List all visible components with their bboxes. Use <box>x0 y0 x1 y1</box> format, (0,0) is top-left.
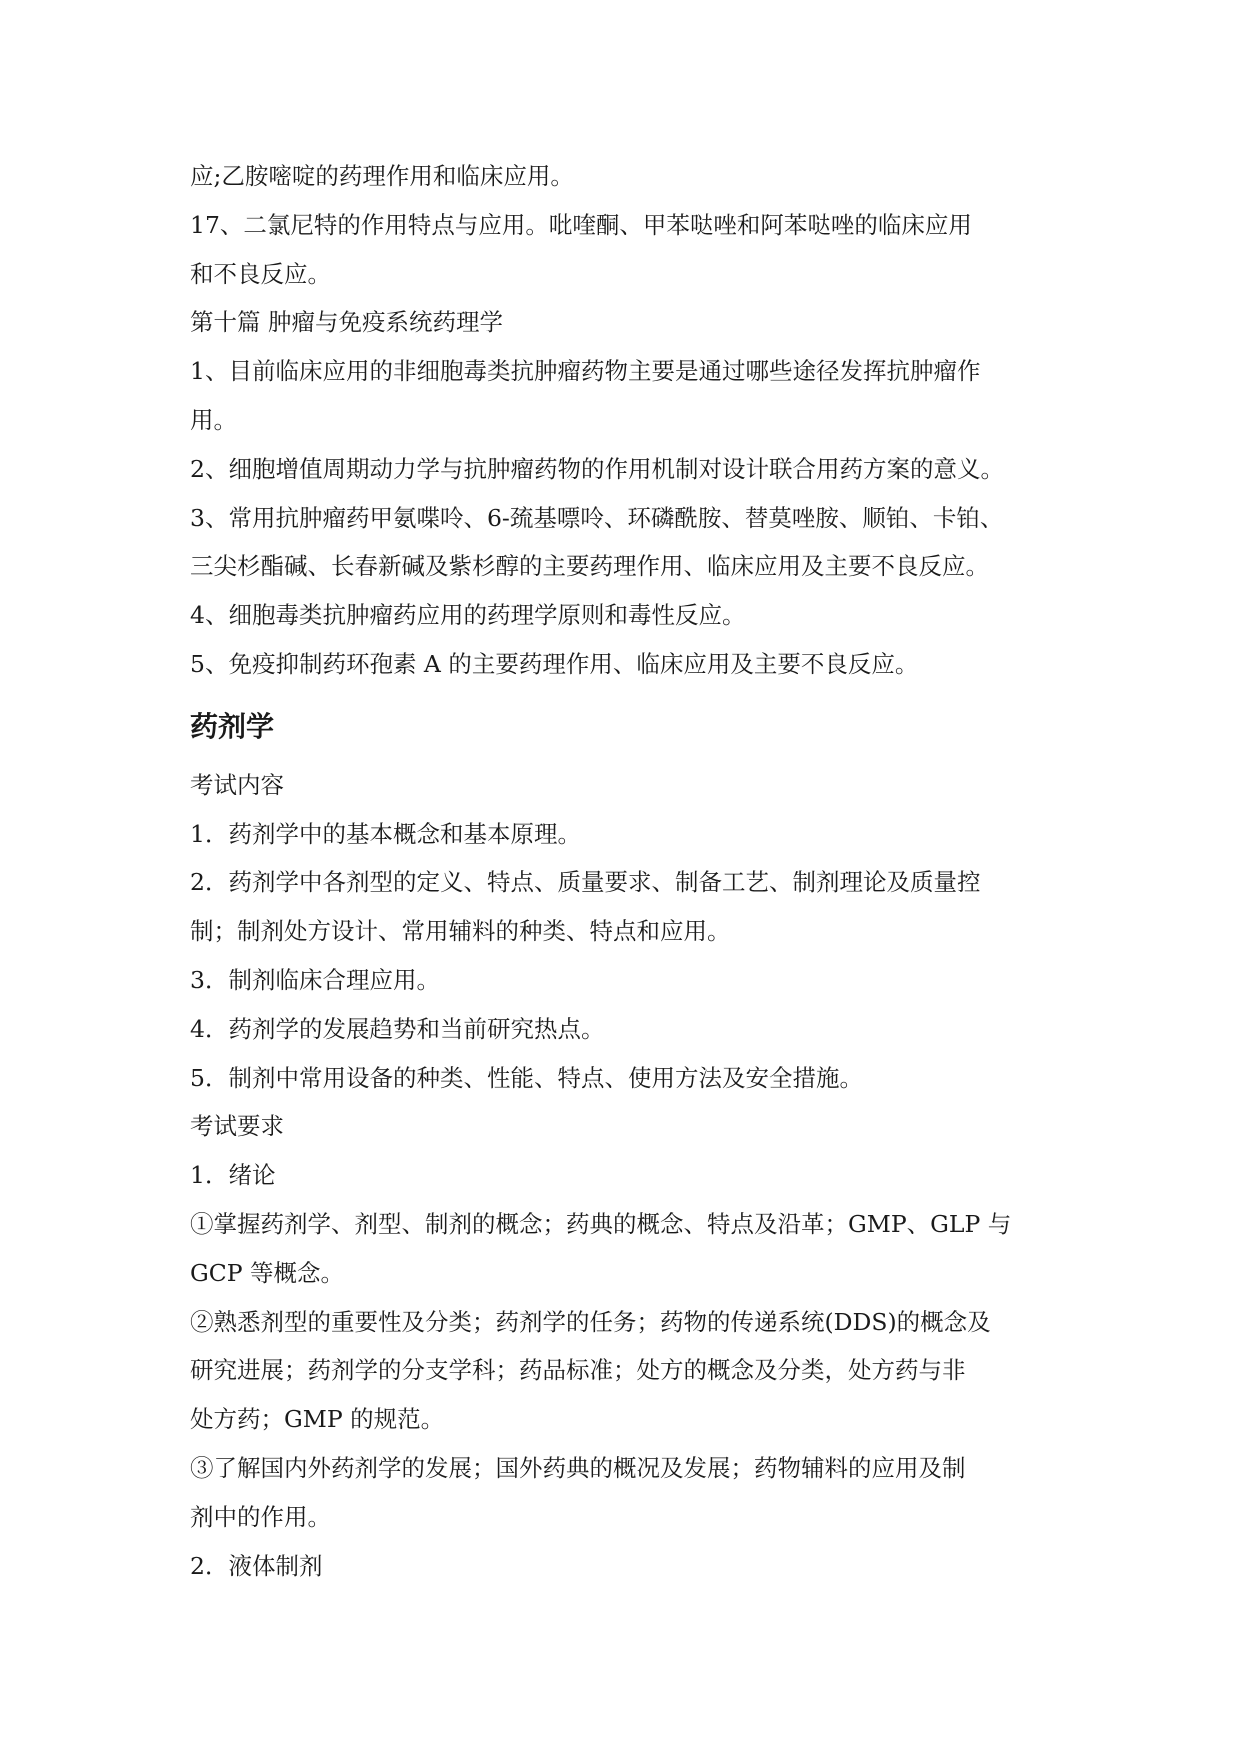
text-line: 2．液体制剂 <box>190 1551 323 1580</box>
text-line: ①掌握药剂学、剂型、制剂的概念；药典的概念、特点及沿革；GMP、GLP 与 <box>190 1209 1012 1238</box>
text-line: 剂中的作用。 <box>190 1502 331 1531</box>
subsection-label: 考试内容 <box>190 770 284 799</box>
text-line: 4、细胞毒类抗肿瘤药应用的药理学原则和毒性反应。 <box>190 601 746 630</box>
text-line: 5、免疫抑制药环孢素 A 的主要药理作用、临床应用及主要不良反应。 <box>190 649 919 678</box>
section-title: 药剂学 <box>190 709 275 743</box>
subsection-label: 考试要求 <box>190 1112 284 1141</box>
text-line: ②熟悉剂型的重要性及分类；药剂学的任务；药物的传递系统(DDS)的概念及 <box>190 1307 991 1336</box>
text-line: 3、常用抗肿瘤药甲氨喋呤、6-巯基嘌呤、环磷酰胺、替莫唑胺、顺铂、卡铂、 <box>190 503 1004 532</box>
text-line: 1、目前临床应用的非细胞毒类抗肿瘤药物主要是通过哪些途径发挥抗肿瘤作 <box>190 357 981 386</box>
text-line: 4．药剂学的发展趋势和当前研究热点。 <box>190 1014 605 1043</box>
text-line: 2、细胞增值周期动力学与抗肿瘤药物的作用机制对设计联合用药方案的意义。 <box>190 454 1004 483</box>
text-line: 和不良反应。 <box>190 259 331 288</box>
text-line: 1．药剂学中的基本概念和基本原理。 <box>190 819 581 848</box>
text-line: GCP 等概念。 <box>190 1258 345 1287</box>
document-page <box>190 152 1050 1590</box>
text-line: 处方药；GMP 的规范。 <box>190 1405 445 1434</box>
text-line: 5．制剂中常用设备的种类、性能、特点、使用方法及安全措施。 <box>190 1063 863 1092</box>
text-line: 应;乙胺嘧啶的药理作用和临床应用。 <box>190 162 574 190</box>
text-line: ③了解国内外药剂学的发展；国外药典的概况及发展；药物辅料的应用及制 <box>190 1453 966 1482</box>
text-line: 3．制剂临床合理应用。 <box>190 965 440 994</box>
text-line: 三尖杉酯碱、长春新碱及紫杉醇的主要药理作用、临床应用及主要不良反应。 <box>190 552 989 581</box>
part-ten-heading: 第十篇 肿瘤与免疫系统药理学 <box>190 308 503 337</box>
text-line: 研究进展；药剂学的分支学科；药品标准；处方的概念及分类，处方药与非 <box>190 1356 966 1385</box>
text-line: 用。 <box>190 405 237 434</box>
text-line: 2．药剂学中各剂型的定义、特点、质量要求、制备工艺、制剂理论及质量控 <box>190 868 981 897</box>
text-line: 1．绪论 <box>190 1161 276 1190</box>
text-line: 17、二氯尼特的作用特点与应用。吡喹酮、甲苯哒唑和阿苯哒唑的临床应用 <box>190 210 972 239</box>
text-line: 制；制剂处方设计、常用辅料的种类、特点和应用。 <box>190 917 731 946</box>
